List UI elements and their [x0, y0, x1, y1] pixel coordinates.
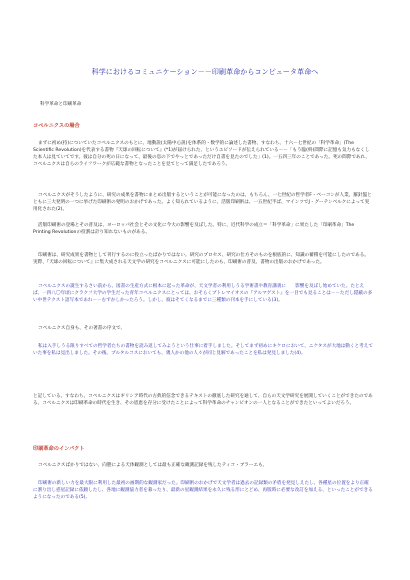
page-title: 科学におけるコミュニケーション－－印刷革命からコンピュータ革命へ [91, 68, 319, 76]
quote-block-1: コペルニクスの誕生するさい前から、図書の生産方式に根本に起った革命が、天文学者の利用しうる学術書や教育講義に 影響を及ぼし始めていた。たとえば、一四八〇年頃にクラクフ大学の学生だった青年コペルニクスにとっては、おそらくプトレマイオスの『アルマゲスト』を一目でも見ることは－－ただし隠蔽の多い中世テクスト語写本であれ－－むずかしかったろう。しかし、彼はそてくなるまでに三種類の刊本を手にしている(3)。 [33, 284, 373, 303]
section-label: 科学革命と印刷革命 [40, 102, 82, 107]
paragraph-1: まずに初め(持)についていたコペルニクスのもとに、地動説(太陽中心説)を体系的・数学的に論述した書物、すなわち、十六－七世紀の「科学革命」(The Scientific Revolution)を代表する書物『天球の回転について』(*1)が届けられた、というエピソードが伝えられている－－「もう臨(終)間際に記憶も気力もなくした本人は見ていてです。彼は自分の死の日になって、最後の息の下でやっとであっただけ自書を見たのでした」(1)。一五四三年のことであった。死の間際であれ、コペルニクスは自らのライフワークが広範な書物となったことを見てとって満足したであろう。 [33, 141, 370, 167]
heading-printing-impact: 印刷革命のインパクト [33, 446, 85, 452]
quote-block-3: 印刷術の新しい力を最大限に利用した最初の画期的な観測家だった。印刷術のおかげで天文学者は過去の記録類の矛盾を発見しえたし、各種星の位置をより正確に割り出し惑星記録に依頼したし、各地に観測協力者を募ったり、最新の星観測結果を永久に残る形にとどめ、再版時に必要な改訂を加える、といったことができるようになったのである(5)。 [33, 481, 373, 500]
paragraph-5: コペルニクス自身も、その著書の序文で、 [38, 326, 126, 331]
quote-block-2: 私は入手しうる限りすべての哲学者たちの書物を読み返してみようという仕事に着手しました。そしてまず初めにキケロにおいて、ニケタスが大地は動くと考えていた事を私は見出しました。その後、プルタルコスにおいても、幾人かの他の人々が同じ見解であったことを私は発見しました(4)。 [33, 344, 373, 356]
heading-copernicus: コペルニクスの場合 [33, 123, 80, 129]
paragraph-2: コペルニクスがそうしたように、研究の成果を書物にまとめ出版するということが可能になったのは、もちろん、一七世紀の哲学者F・ベーコンが人業、羅針盤とともに三大発明の一つに挙げた印刷術の発明のおかげであった。よく知られているように、活版印刷術は、一五世紀半ば、マインツでJ・グーテンベルクによって実用化された(2)。 [33, 193, 372, 212]
paragraph-7: コペルニクスばかりではない、向態による天体観測としては最も正確な観測記録を残したティコ・ブラーエも、 [38, 463, 268, 468]
paragraph-4: 印刷術は、研究成果を書物として刊行するのに役立ったばかりではない。研究のプロセス、研究の仕方そのものを根底的に、知識の蓄積を可能にしたのである。実際、『天球の回転について』に集大成される天文学の研究をコペルニクスに可能にしたのも、印刷術の普及、書物の出版のおかげであった。 [33, 253, 369, 265]
paragraph-3: 活版印刷術の登場とその普及は、ヨーロッパ社会とその文化に今大の影響を及ぼした。特に、近代科学の成立＝「科学革命」に果たした「印刷革命」The Printing Revolutionの役割は計り知れないものがある。 [33, 223, 355, 235]
paragraph-6: と記している。すなわち、コペルニクスはギリシア時代の古典的信念できるテキストの徹底した研究を通して、自らの天文学研究を展開していくことができたのである。コペルニクスは印刷革命の時代を生き、その恩恵を存分に受けたことによって科学革命のチャンピオンの一人となることができたといってよいだろう。 [33, 394, 373, 406]
